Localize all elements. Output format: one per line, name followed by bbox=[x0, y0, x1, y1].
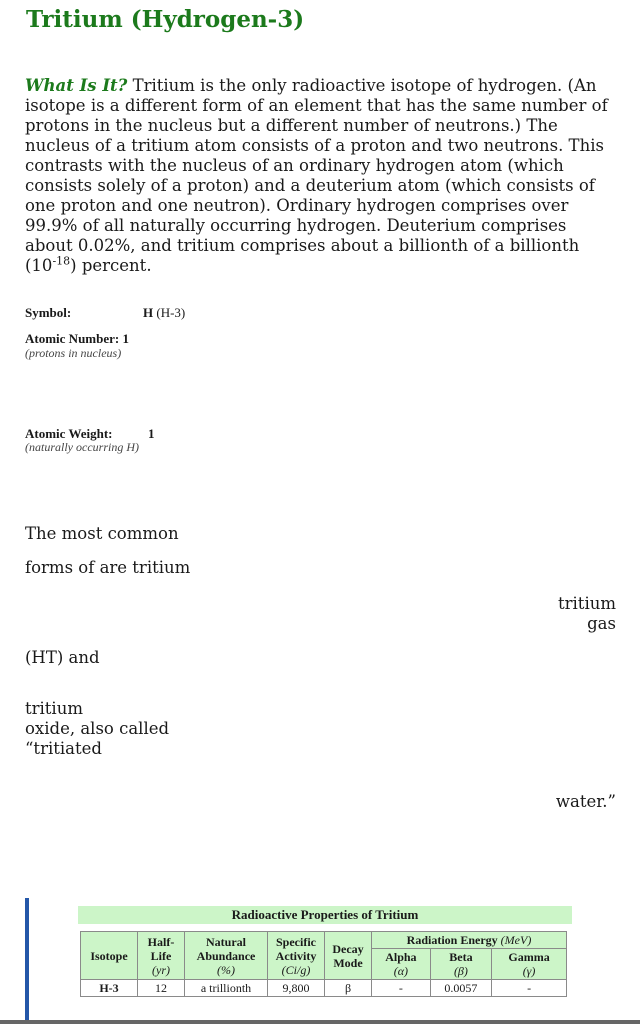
th-abund-1: Natural bbox=[206, 934, 246, 949]
cell-beta: 0.0057 bbox=[430, 980, 491, 997]
atomic-number-note: (protons in nucleus) bbox=[25, 346, 122, 360]
th-activity-1: Specific bbox=[276, 934, 316, 949]
th-decay-1: Decay bbox=[332, 941, 364, 956]
table-row bbox=[81, 980, 567, 997]
th-half-life-2: Life bbox=[150, 948, 172, 963]
cell-abundance: a trillionth bbox=[185, 980, 268, 997]
th-decay bbox=[325, 932, 372, 980]
intro-paragraph bbox=[25, 76, 615, 276]
symbol-label: Symbol: bbox=[25, 305, 72, 320]
th-energy-label: Radiation Energy bbox=[406, 933, 498, 947]
atomic-number bbox=[25, 331, 129, 347]
atomic-weight-note: (naturally occurring H) bbox=[25, 440, 139, 454]
th-activity bbox=[268, 932, 325, 980]
page-title: Tritium (Hydrogen-3) bbox=[26, 6, 305, 33]
cell-isotope: H-3 bbox=[81, 980, 138, 997]
properties-table bbox=[80, 931, 567, 997]
th-abund-2: Abundance bbox=[196, 948, 256, 963]
atomic-weight-value: 1 bbox=[148, 426, 155, 441]
intro-lead: What Is It? bbox=[25, 76, 128, 95]
table-header-row bbox=[81, 932, 567, 949]
symbol-sub: (H-3) bbox=[156, 305, 186, 320]
forms-right-1: tritium bbox=[558, 594, 616, 613]
atomic-weight-label: Atomic Weight: bbox=[25, 426, 113, 441]
th-alpha-sym: (α) bbox=[393, 964, 409, 978]
th-gamma-sym: (γ) bbox=[522, 964, 536, 978]
th-energy bbox=[372, 932, 567, 949]
blue-sidebar-rule bbox=[25, 898, 29, 1024]
forms-water: water.” bbox=[555, 792, 616, 811]
forms-line-1: The most common bbox=[25, 524, 179, 543]
forms-right-2: gas bbox=[587, 614, 616, 633]
cell-alpha: - bbox=[372, 980, 431, 997]
forms-oxide-3: “tritiated bbox=[25, 739, 102, 758]
symbol-value-wrap bbox=[143, 305, 185, 321]
th-isotope: Isotope bbox=[81, 932, 138, 980]
th-beta-sym: (β) bbox=[453, 964, 468, 978]
forms-oxide-2: oxide, also called bbox=[25, 719, 170, 738]
cell-decay: β bbox=[325, 980, 372, 997]
intro-exponent: -18 bbox=[52, 254, 71, 268]
th-half-life bbox=[138, 932, 185, 980]
th-beta bbox=[430, 949, 491, 980]
th-decay-2: Mode bbox=[333, 955, 363, 970]
atomic-number-value: 1 bbox=[122, 331, 129, 346]
th-activity-2: Activity bbox=[275, 948, 317, 963]
cell-half-life: 12 bbox=[138, 980, 185, 997]
intro-text-end: ) percent. bbox=[70, 256, 152, 275]
cell-gamma: - bbox=[492, 980, 567, 997]
intro-text: Tritium is the only radioactive isotope of hydrogen. (An isotope is a different form of an element that has the same number of protons in the nucleus but a different number of neutrons.) The nucleus of a tritium atom consists of a proton and two neutrons. This contrasts with the nucleus of an ordinary hydrogen atom (which consists solely of a proton) and a deuterium atom (which consists of one proton and one neutron). Ordinary hydrogen comprises over 99.9% of all naturally occurring hydrogen. Deuterium comprises about 0.02%, and tritium comprises about a billionth of a billionth (10 bbox=[25, 76, 608, 275]
th-abund-unit: (%) bbox=[217, 962, 235, 977]
cell-activity: 9,800 bbox=[268, 980, 325, 997]
th-gamma-label: Gamma bbox=[508, 950, 550, 964]
th-energy-unit: (MeV) bbox=[500, 933, 532, 947]
th-gamma bbox=[492, 949, 567, 980]
forms-oxide-1: tritium bbox=[25, 699, 83, 718]
symbol-value: H bbox=[143, 305, 154, 320]
bottom-scroll-edge bbox=[0, 1020, 640, 1024]
forms-line-2: forms of are tritium bbox=[25, 558, 191, 577]
atomic-number-label: Atomic Number: bbox=[25, 331, 120, 346]
th-beta-label: Beta bbox=[449, 950, 473, 964]
forms-ht: (HT) and bbox=[25, 648, 100, 667]
table-title: Radioactive Properties of Tritium bbox=[78, 906, 572, 924]
th-half-life-1: Half- bbox=[147, 934, 175, 949]
th-alpha-label: Alpha bbox=[385, 950, 417, 964]
th-abundance bbox=[185, 932, 268, 980]
th-half-life-unit: (yr) bbox=[152, 962, 170, 977]
th-alpha bbox=[372, 949, 431, 980]
th-activity-unit: (Ci/g) bbox=[281, 962, 311, 977]
